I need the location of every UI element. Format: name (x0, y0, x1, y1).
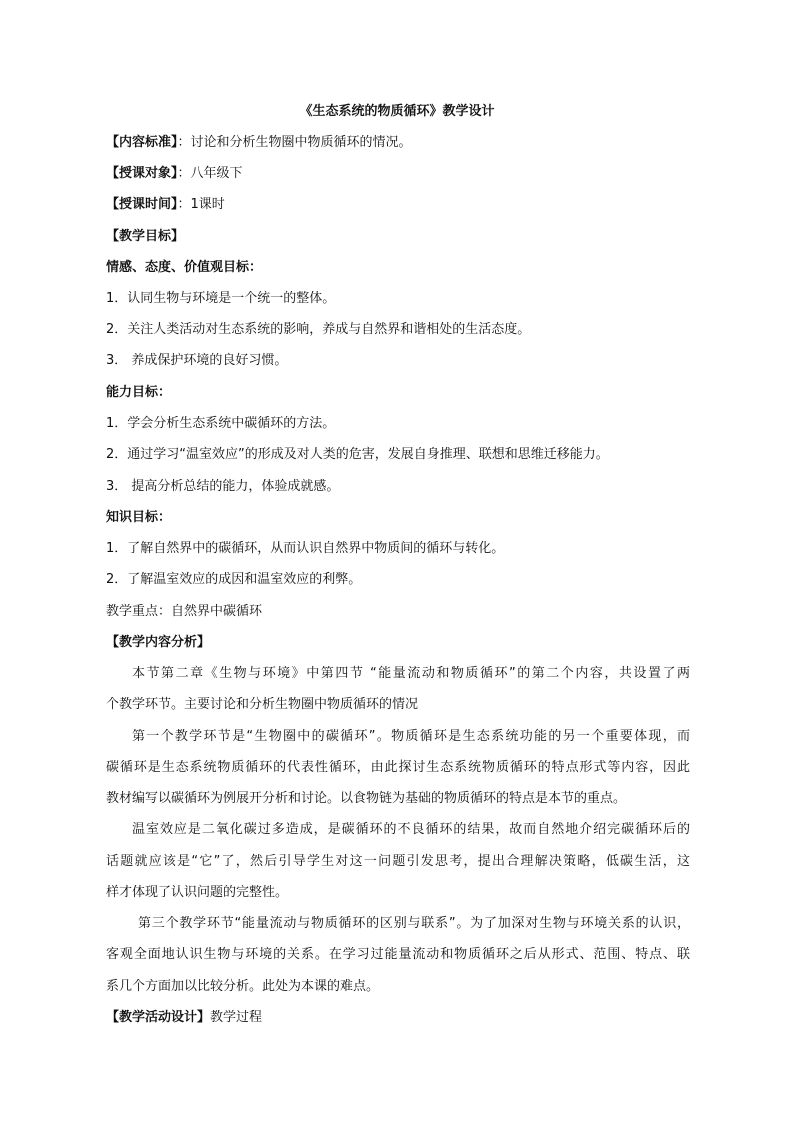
ability-heading: 能力目标： (106, 385, 172, 400)
objectives-heading: 【教学目标】 (106, 229, 185, 244)
audience-value: ：八年级下 (177, 166, 243, 181)
paragraph-4-line-1: 第三个教学环节“能量流动与物质循环的区别与联系”。为了加深对生物与环境关系的认识， (138, 916, 690, 931)
analysis-heading: 【教学内容分析】 (106, 635, 211, 650)
paragraph-3-line-1: 温室效应是二氧化碳过多造成，是碳循环的不良循环的结果，故而自然地介绍完碳循环后的 (132, 822, 690, 837)
paragraph-3-line-2: 话题就应该是“它”了，然后引导学生对这一问题引发思考，提出合理解决策略，低碳生活，这 (106, 854, 690, 869)
content-standard-label: 【内容标准】 (106, 135, 178, 150)
class-time (106, 196, 690, 214)
paragraph-2-line-3: 教材编写以碳循环为例展开分析和讨论。以食物链为基础的物质循环的特点是本节的重点。 (106, 791, 627, 806)
knowledge-item-2: 2．了解温室效应的成因和温室效应的利弊。 (106, 572, 362, 587)
content-standard (106, 134, 690, 152)
ability-item-2: 2．通过学习“温室效应”的形成及对人类的危害，发展自身推理、联想和思维迁移能力。 (106, 447, 609, 462)
teaching-focus: 教学重点：自然界中碳循环 (106, 604, 263, 619)
document-title: 《生态系统的物质循环》教学设计 (299, 104, 495, 119)
paragraph-2-line-2: 碳循环是生态系统物质循环的代表性循环，由此探讨生态系统物质循环的特点形式等内容，因此 (106, 760, 690, 775)
emotion-item-2: 2．关注人类活动对生态系统的影响，养成与自然界和谐相处的生活态度。 (106, 322, 531, 337)
emotion-heading: 情感、态度、价值观目标： (106, 260, 263, 275)
paragraph-1-line-1: 本节第二章《生物与环境》中第四节 “能量流动和物质循环”的第二个内容，共设置了两 (132, 666, 690, 681)
paragraph-3-line-3: 样才体现了认识问题的完整性。 (106, 885, 289, 900)
activity-design (106, 1009, 690, 1027)
ability-item-1: 1．学会分析生态系统中碳循环的方法。 (106, 416, 336, 431)
paragraph-1-line-2: 个教学环节。主要讨论和分析生物圈中物质循环的情况 (106, 697, 419, 712)
paragraph-4-line-2: 客观全面地认识生物与环境的关系。在学习过能量流动和物质循环之后从形式、范围、特点、联 (106, 947, 690, 962)
activity-design-label: 【教学活动设计】 (106, 1010, 211, 1025)
content-standard-value: ：讨论和分析生物圈中物质循环的情况。 (177, 135, 412, 150)
knowledge-heading: 知识目标： (106, 510, 172, 525)
class-time-value: ：1课时 (177, 197, 225, 212)
class-time-label: 【授课时间】 (106, 197, 178, 212)
audience-label: 【授课对象】 (106, 166, 178, 181)
audience (106, 165, 690, 183)
paragraph-4-line-3: 系几个方面加以比较分析。此处为本课的难点。 (106, 979, 380, 994)
activity-design-value: 教学过程 (210, 1010, 263, 1025)
emotion-item-3: 3． 养成保护环境的良好习惯。 (106, 353, 288, 368)
knowledge-item-1: 1．了解自然界中的碳循环，从而认识自然界中物质间的循环与转化。 (106, 541, 505, 556)
emotion-item-1: 1．认同生物与环境是一个统一的整体。 (106, 291, 336, 306)
ability-item-3: 3． 提高分析总结的能力，体验成就感。 (106, 479, 340, 494)
paragraph-2-line-1: 第一个教学环节是“生物圈中的碳循环”。物质循环是生态系统功能的另一个重要体现，而 (132, 729, 690, 744)
